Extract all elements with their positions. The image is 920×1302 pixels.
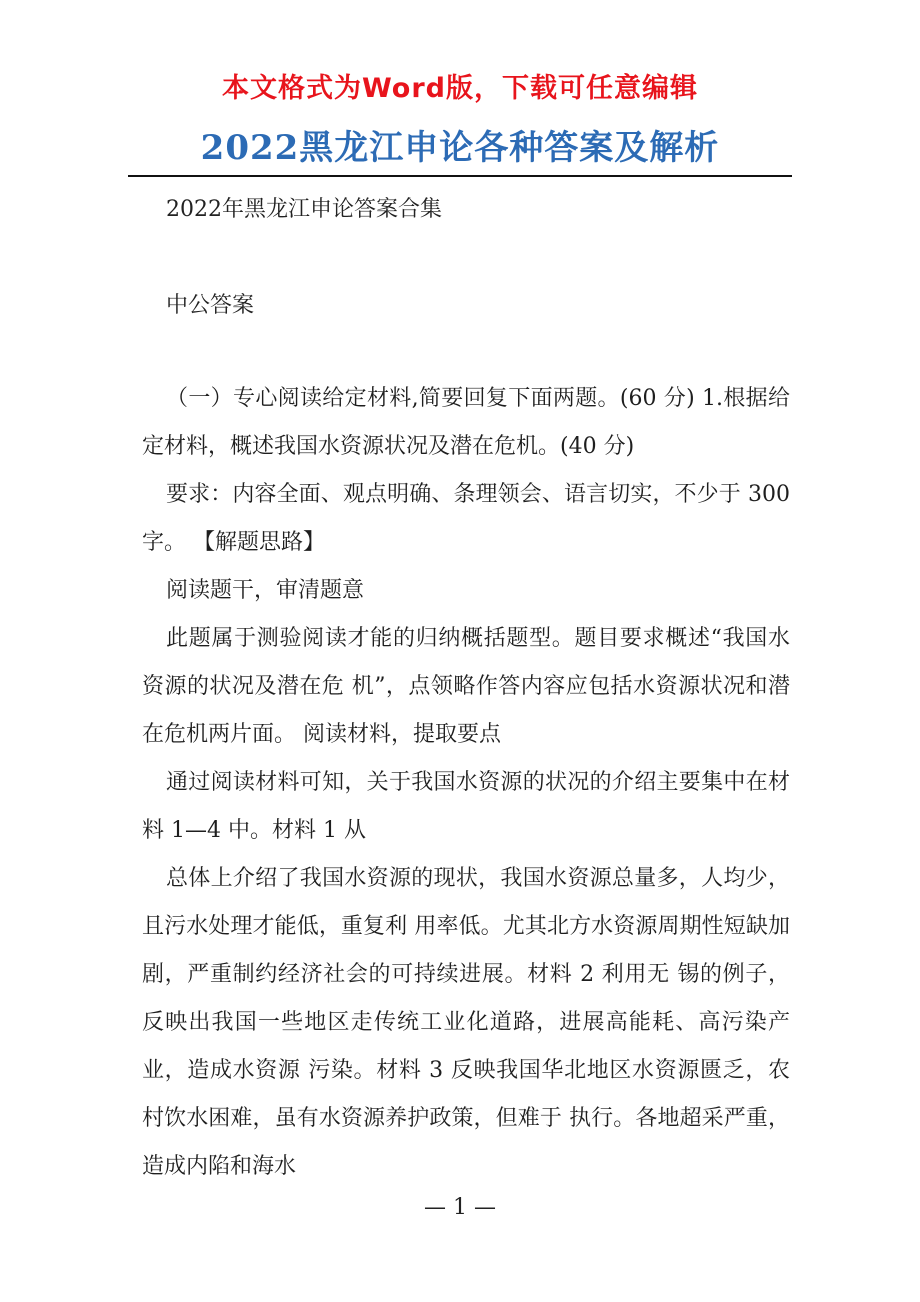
page-number: — 1 — — [424, 1195, 496, 1220]
document-title: 2022黑龙江申论各种答案及解析 — [200, 128, 720, 168]
document-body — [142, 375, 790, 1191]
paragraph: 总体上介绍了我国水资源的现状，我国水资源总量多，人均少，且污水处理才能低，重复利 用率低。尤其北方水资源周期性短缺加剧，严重制约经济社会的可持续进展。材料 2 利用无 锡的例子，反映出我国一些地区走传统工业化道路，进展高能耗、高污染产业，造成水资源 污染。材料 3 反映我国华北地区水资源匮乏，农村饮水困难，虽有水资源养护政策，但难于 执行。各地超采严重，造成内陷和海水 — [142, 866, 790, 1179]
title-divider — [128, 175, 792, 177]
paragraph: （一）专心阅读给定材料,简要回复下面两题。(60 分) 1.根据给定材料，概述我国水资源状况及潜在危机。(40 分) — [142, 386, 790, 459]
paragraph: 通过阅读材料可知，关于我国水资源的状况的介绍主要集中在材料 1—4 中。材料 1 从 — [142, 770, 790, 843]
paragraph: 此题属于测验阅读才能的归纳概括题型。题目要求概述“我国水资源的状况及潜在危 机”，点领略作答内容应包括水资源状况和潜在危机两片面。 阅读材料，提取要点 — [142, 626, 790, 747]
source-label: 中公答案 — [166, 293, 255, 318]
paragraph: 要求：内容全面、观点明确、条理领会、语言切实，不少于 300 字。 【解题思路】 — [142, 482, 790, 555]
subtitle: 2022年黑龙江申论答案合集 — [166, 197, 442, 222]
format-notice-banner: 本文格式为Word版，下载可任意编辑 — [221, 73, 698, 104]
paragraph: 阅读题干，审清题意 — [166, 578, 365, 603]
